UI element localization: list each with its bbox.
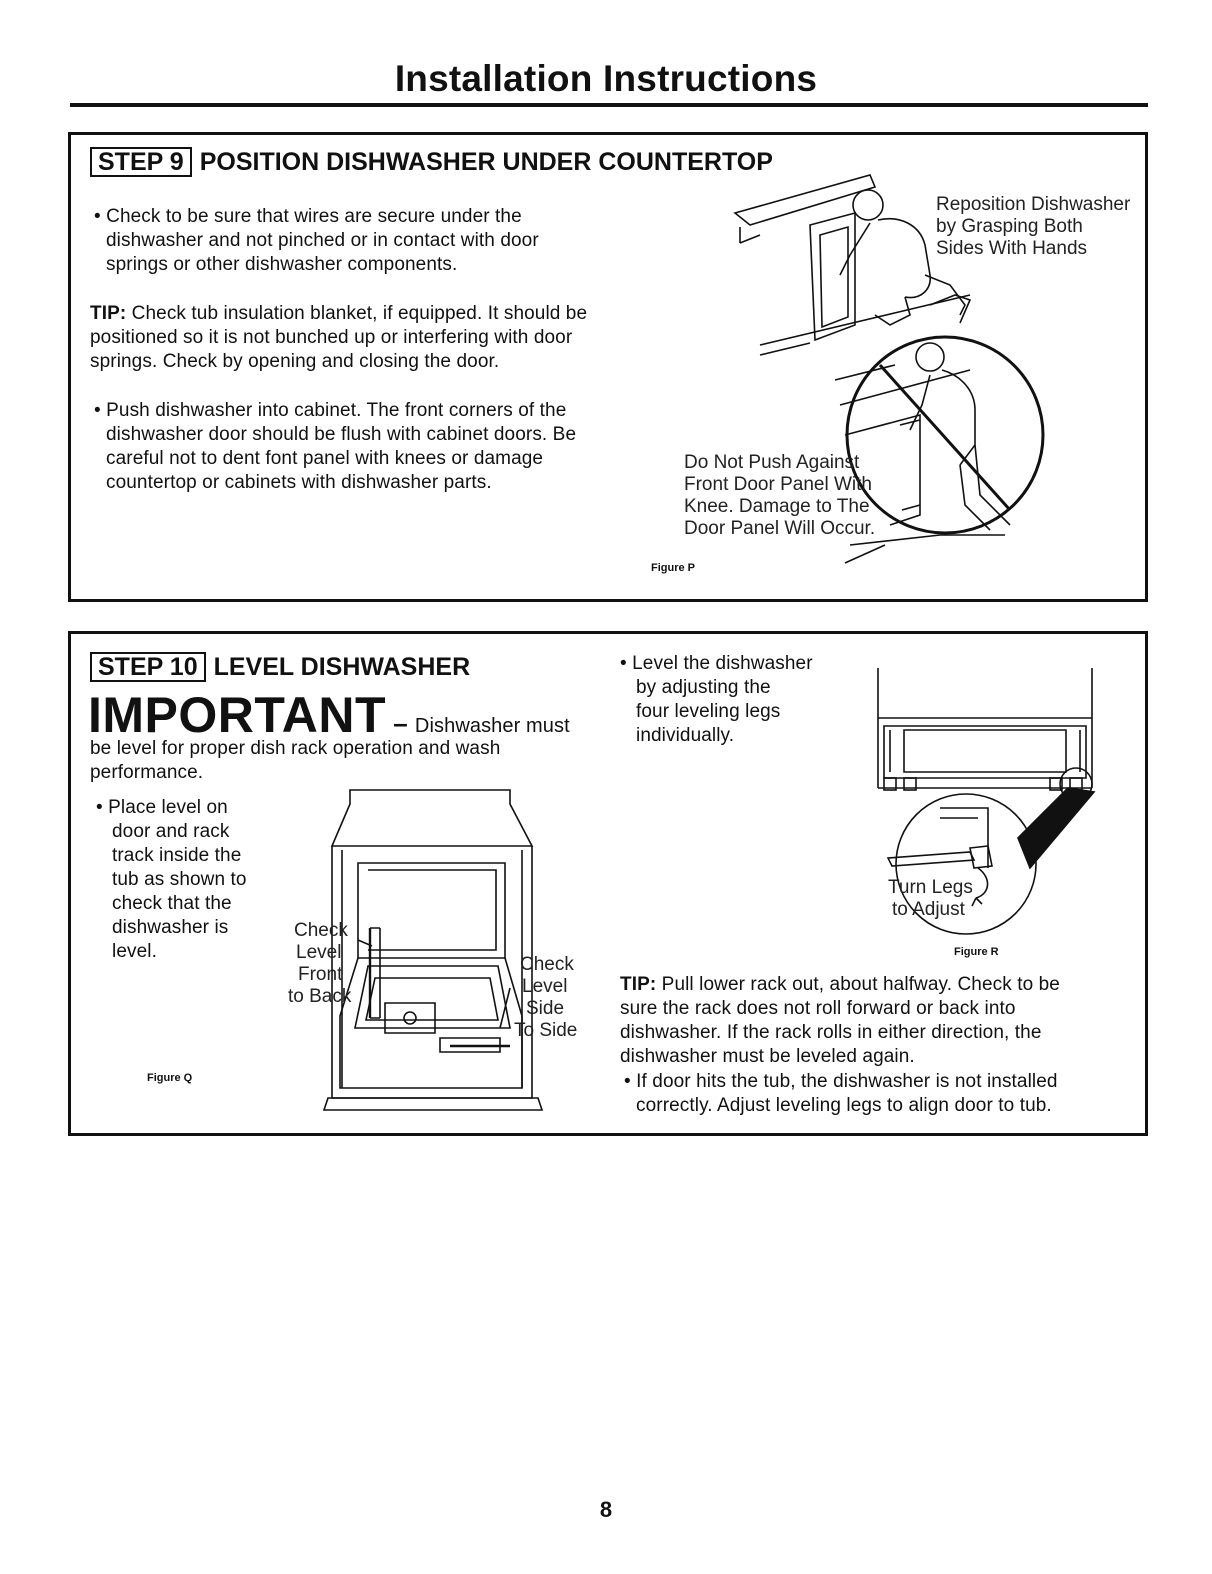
bullet-level-line1: • Level the dishwasher (620, 653, 813, 674)
figure-p-callout-bottom-line3: Knee. Damage to The (684, 496, 870, 517)
figure-p-callout-bottom (684, 452, 894, 540)
bullet-level-line1-text: Level the dishwasher (632, 653, 813, 674)
step9-heading: POSITION DISHWASHER UNDER COUNTERTOP (199, 148, 773, 176)
bullet-place-line1-text: Place level on (108, 797, 228, 818)
figure-p-callout-top (936, 194, 1136, 260)
step9-bullet-push: • Push dishwasher into cabinet. The front corners of the dishwasher door should be flush with cabinet doors. Be careful not to dent font panel with knees or damage countertop or cabinets with dishwasher parts. (94, 400, 577, 493)
figure-q-label-left (286, 920, 356, 1008)
step10-tip-label: TIP: (620, 974, 657, 995)
figure-q-left-line3: Front (298, 964, 343, 985)
bullet-level-line2: by adjusting the (636, 677, 771, 698)
figure-p-caption: Figure P (651, 562, 696, 574)
step10-bullet-door: • If door hits the tub, the dishwasher is not installed correctly. Adjust leveling legs to align door to tub. (624, 1071, 1058, 1116)
step10-bullet-place (96, 796, 286, 964)
figure-q-left-line4: to Back (288, 986, 352, 1007)
figure-p-callout-top-line3: Sides With Hands (936, 238, 1088, 259)
step9-tip-label: TIP: (90, 303, 127, 324)
important-lead: Dishwasher must (414, 715, 570, 737)
bullet-place-line6: dishwasher is (112, 917, 229, 938)
bullet-level-line4: individually. (636, 725, 735, 746)
important-line (88, 686, 570, 744)
figure-q-right-line2: Level (522, 976, 568, 997)
page-title: Installation Instructions (394, 58, 818, 99)
important-dash: – (385, 708, 415, 738)
bullet-place-line4: tub as shown to (112, 869, 247, 890)
bullet-level-line3: four leveling legs (636, 701, 781, 722)
figure-p-callout-bottom-line1: Do Not Push Against (684, 452, 860, 473)
step10-tip-text: Pull lower rack out, about halfway. Check to be sure the rack does not roll forward or back into dishwasher. If the rack rolls in either direction, the dishwasher must be leveled again. (620, 974, 1060, 1067)
step9-bullet-wires: • Check to be sure that wires are secure under the dishwasher and not pinched or in contact with door springs or other dishwasher components. (94, 206, 539, 275)
figure-p-callout-top-line1: Reposition Dishwasher (936, 194, 1131, 215)
figure-q-left-line1: Check (294, 920, 348, 941)
page-number: 8 (599, 1497, 613, 1522)
figure-p-callout-bottom-line2: Front Door Panel With (684, 474, 872, 495)
important-word: IMPORTANT (88, 687, 386, 743)
figure-q-right-line4: To Side (514, 1020, 578, 1041)
figure-q-caption: Figure Q (147, 1072, 193, 1084)
figure-q-left-line2: Level (296, 942, 342, 963)
important-rest: be level for proper dish rack operation and wash performance. (90, 738, 501, 783)
figure-r-callout (888, 877, 998, 921)
bullet-place-line7: level. (112, 941, 157, 962)
step9-tip-text: Check tub insulation blanket, if equipped. It should be positioned so it is not bunched up or interfering with door springs. Check by opening and closing the door. (90, 303, 588, 372)
step10-bullet-level (620, 652, 850, 748)
figure-p-callout-bottom-line4: Door Panel Will Occur. (684, 518, 876, 539)
bullet-place-line3: track inside the (112, 845, 242, 866)
figure-r-callout-line2: to Adjust (892, 899, 965, 920)
figure-q-label-right (508, 954, 588, 1042)
figure-q-right-line3: Side (526, 998, 565, 1019)
title-divider (70, 103, 1148, 107)
step9-bullet-push-text: Push dishwasher into cabinet. The front corners of the dishwasher door should be flush with cabinet doors. Be careful not to dent font panel with knees or damage countertop or cabinets with dishwasher parts. (106, 400, 577, 493)
figure-r-callout-line1: Turn Legs (888, 877, 973, 898)
figure-p-callout-top-line2: by Grasping Both (936, 216, 1083, 237)
step9-tag: STEP 9 (90, 147, 192, 177)
bullet-place-line1: • Place level on (96, 797, 228, 818)
step10-heading: LEVEL DISHWASHER (213, 653, 471, 681)
step10-heading-row (90, 652, 470, 682)
step10-tag: STEP 10 (90, 652, 206, 682)
step9-bullet-wires-text: Check to be sure that wires are secure under the dishwasher and not pinched or in contact with door springs or other dishwasher components. (106, 206, 539, 275)
step10-tip (620, 973, 1090, 1069)
bullet-place-line2: door and rack (112, 821, 230, 842)
step9-tip (90, 302, 590, 374)
step10-bullet-door-text: If door hits the tub, the dishwasher is not installed correctly. Adjust leveling legs to align door to tub. (636, 1071, 1058, 1116)
figure-r-caption: Figure R (954, 946, 999, 958)
figure-q-right-line1: Check (520, 954, 574, 975)
bullet-place-line5: check that the (112, 893, 232, 914)
